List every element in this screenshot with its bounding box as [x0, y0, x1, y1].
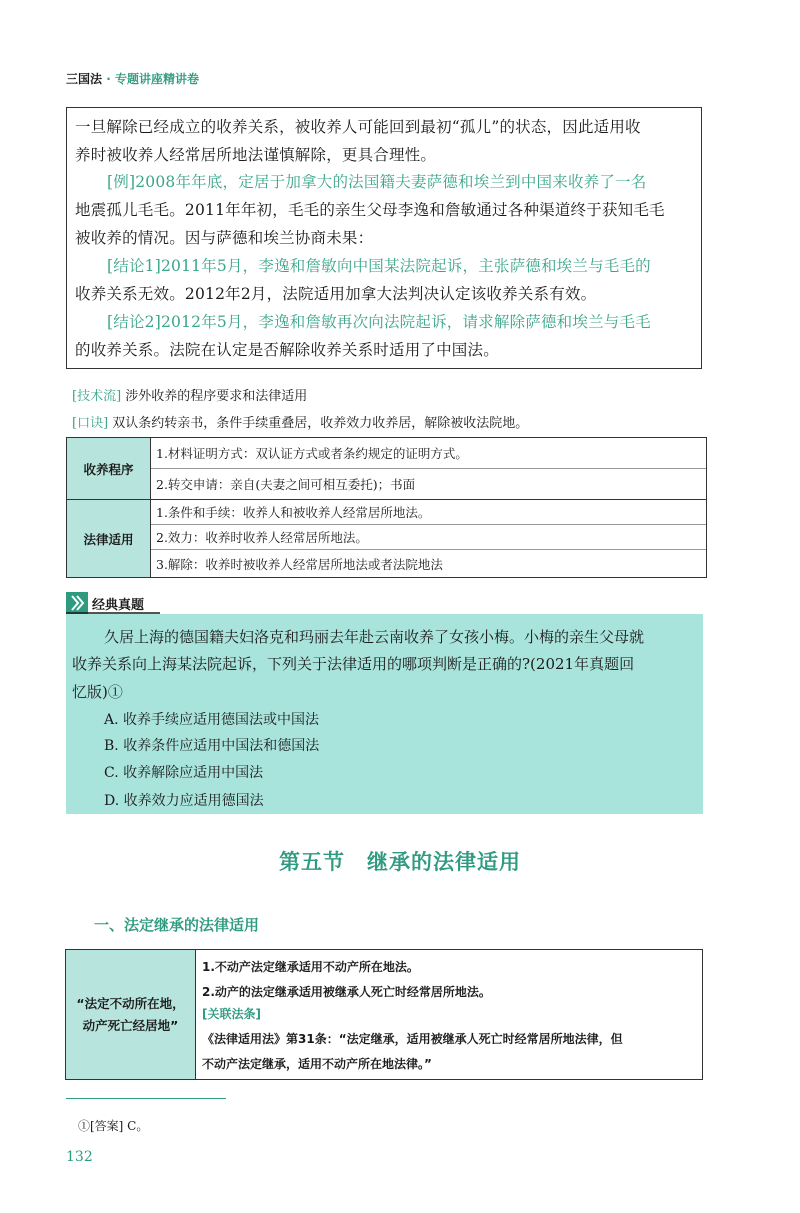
mnemonic-tag: [口诀] — [72, 416, 109, 431]
quiz-stem-line: 久居上海的德国籍夫妇洛克和玛丽去年赴云南收养了女孩小梅。小梅的亲生父母就 — [104, 628, 645, 646]
header-subtitle: 专题讲座精讲卷 — [114, 72, 199, 86]
option-c: C. 收养解除应适用中国法 — [104, 765, 264, 781]
box-line: 一旦解除已经成立的收养关系，被收养人可能回到最初“孤儿”的状态，因此适用收 — [75, 118, 641, 136]
mnemonic-text: 双认条约转亲书，条件手续重叠居，收养效力收养居，解除被收法院地。 — [108, 416, 529, 431]
section-title: 第五节 继承的法律适用 — [279, 850, 521, 874]
related-law-tag: [关联法条] — [202, 1007, 261, 1021]
technique-text: 涉外收养的程序要求和法律适用 — [121, 389, 308, 404]
quiz-box — [66, 614, 703, 814]
law-text-line: 《法律适用法》第31条：“法定继承，适用被继承人死亡时经常居所地法律，但 — [202, 1032, 623, 1046]
technique-tag: [技术流] — [72, 389, 122, 404]
footnote: ①[答案] C。 — [78, 1119, 149, 1133]
mnemonic-line-2: 动产死亡经居地” — [82, 1017, 179, 1033]
table-cell: 1.条件和手续：收养人和被收养人经常居所地法。 — [151, 500, 706, 525]
rule-2: 2.动产的法定继承适用被继承人死亡时经常居所地法。 — [202, 985, 491, 999]
table-cell: 2.效力：收养时收养人经常居所地法。 — [151, 525, 706, 550]
book-title: 三国法 — [66, 72, 103, 86]
technique-line — [72, 385, 307, 404]
option-d: D. 收养效力应适用德国法 — [104, 793, 264, 809]
option-a: A. 收养手续应适用德国法或中国法 — [104, 712, 320, 728]
classic-questions-banner — [66, 592, 160, 614]
running-header — [66, 70, 199, 87]
mnemonic-cell — [66, 950, 196, 1079]
example-box — [66, 107, 702, 369]
succession-table — [65, 949, 703, 1080]
subsection-title: 一、法定继承的法律适用 — [94, 916, 260, 934]
header-separator: · — [102, 72, 115, 86]
row-header-procedure: 收养程序 — [67, 438, 151, 500]
box-line: 被收养的情况。因与萨德和埃兰协商未果： — [75, 229, 374, 247]
box-line: 地震孤儿毛毛。2011年年初，毛毛的亲生父母李逸和詹敏通过各种渠道终于获知毛毛 — [75, 201, 665, 219]
page-number: 132 — [66, 1149, 93, 1165]
law-text-line: 不动产法定继承，适用不动产所在地法律。” — [202, 1057, 432, 1071]
mnemonic-line-1: “法定不动所在地， — [76, 995, 185, 1011]
row-header-law: 法律适用 — [67, 500, 151, 577]
banner-label: 经典真题 — [92, 598, 145, 613]
conclusion-1-line: [结论1]2011年5月，李逸和詹敏向中国某法院起诉，主张萨德和埃兰与毛毛的 — [107, 257, 651, 275]
quiz-stem-line: 收养关系向上海某法院起诉，下列关于法律适用的哪项判断是正确的?(2021年真题回 — [72, 655, 635, 673]
box-line: 收养关系无效。2012年2月，法院适用加拿大法判决认定该收养关系有效。 — [75, 285, 597, 303]
quiz-stem-line: 忆版)① — [72, 683, 123, 701]
example-label-line: [例]2008年年底，定居于加拿大的法国籍夫妻萨德和埃兰到中国来收养了一名 — [107, 173, 647, 191]
conclusion-2-line: [结论2]2012年5月，李逸和詹敏再次向法院起诉，请求解除萨德和埃兰与毛毛 — [107, 313, 651, 331]
adoption-table — [66, 437, 707, 578]
box-line: 养时被收养人经常居所地法谨慎解除，更具合理性。 — [75, 146, 437, 164]
rule-1: 1.不动产法定继承适用不动产所在地法。 — [202, 960, 419, 974]
option-b: B. 收养条件应适用中国法和德国法 — [104, 738, 320, 754]
table-cell: 1.材料证明方式：双认证方式或者条约规定的证明方式。 — [151, 438, 706, 469]
table-cell: 3.解除：收养时被收养人经常居所地法或者法院地法 — [156, 556, 443, 572]
box-line: 的收养关系。法院在认定是否解除收养关系时适用了中国法。 — [75, 341, 499, 359]
table-cell: 2.转交申请：亲自(夫妻之间可相互委托)；书面 — [151, 469, 706, 500]
mnemonic-line — [72, 412, 528, 431]
footnote-divider — [66, 1098, 226, 1099]
